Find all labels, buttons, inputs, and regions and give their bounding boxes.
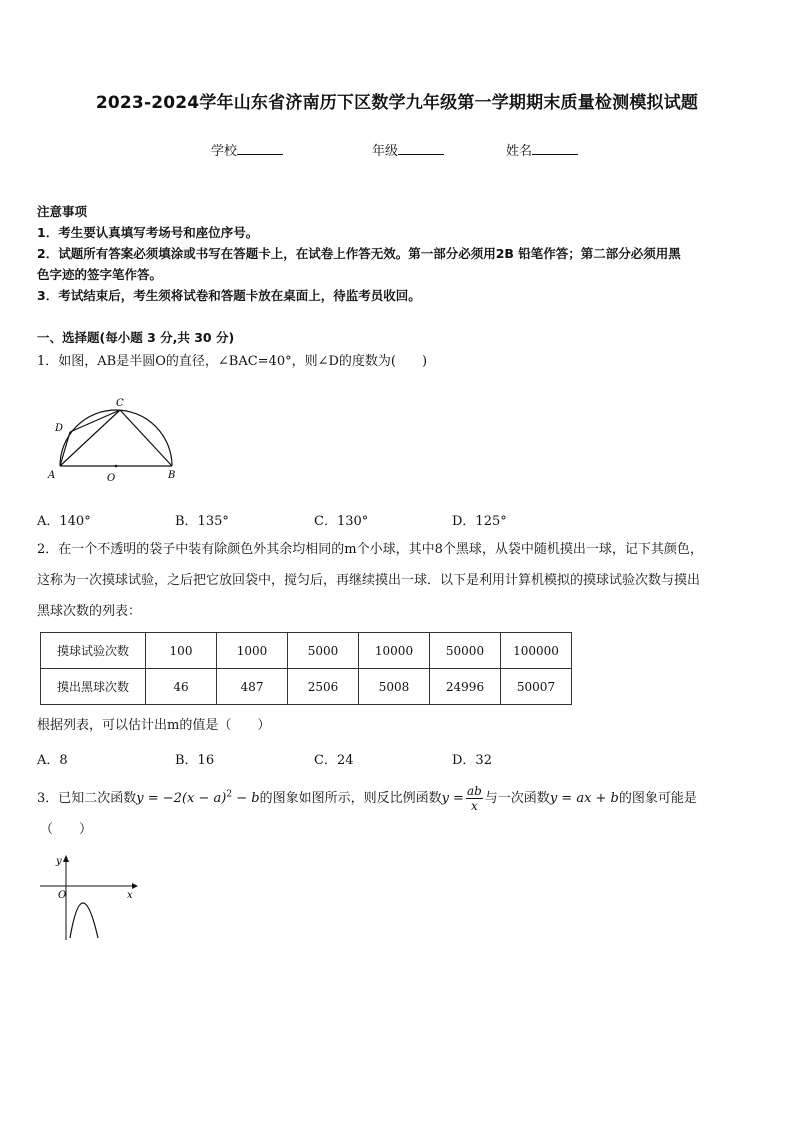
q1-option-b[interactable]: B．135°	[175, 514, 229, 529]
table-row-header: 摸出黑球次数	[41, 669, 146, 705]
q3-mid2: 与一次函数	[484, 791, 550, 806]
q1-semicircle-figure	[40, 390, 190, 485]
school-label: 学校	[211, 144, 238, 159]
label-o: O	[107, 473, 116, 484]
q2-data-table	[40, 632, 572, 705]
q3-fraction	[466, 784, 483, 813]
table-row-header: 摸球试验次数	[41, 633, 146, 669]
label-c: C	[116, 398, 124, 409]
name-field[interactable]	[506, 140, 578, 159]
table-cell: 487	[217, 669, 288, 705]
q3-text	[37, 784, 697, 813]
school-field[interactable]	[211, 140, 283, 159]
q2-option-c[interactable]: C．24	[314, 753, 354, 768]
table-cell: 5000	[288, 633, 359, 669]
q3-frac-den: x	[470, 799, 478, 813]
q2-option-d[interactable]: D．32	[452, 753, 492, 768]
q2-line-1: 2．在一个不透明的袋子中装有除颜色外其余均相同的m个小球，其中8个黑球，从袋中随机摸出一球，记下其颜色，	[37, 542, 703, 557]
parabola-curve	[70, 903, 98, 938]
note-item-3: 3．考试结束后，考生须将试卷和答题卡放在桌面上，待监考员收回。	[37, 288, 421, 303]
q3-parabola-figure	[36, 850, 140, 942]
label-x: x	[127, 890, 133, 901]
table-row	[41, 633, 572, 669]
x-axis-arrow	[132, 883, 138, 889]
label-a: A	[48, 470, 56, 481]
name-label: 姓名	[506, 144, 533, 159]
chord-ac	[60, 410, 120, 466]
note-item-2-cont: 色字迹的签字笔作答。	[37, 267, 163, 282]
label-y: y	[56, 856, 62, 867]
school-blank[interactable]	[237, 142, 283, 155]
q3-linear: y = ax + b	[549, 791, 619, 806]
q2-line-3: 黑球次数的列表：	[37, 604, 142, 619]
table-cell: 2506	[288, 669, 359, 705]
label-d: D	[55, 423, 64, 434]
table-row	[41, 669, 572, 705]
q3-exponent: 2	[226, 789, 233, 800]
q2-option-b[interactable]: B．16	[175, 753, 215, 768]
q3-prefix: 3．已知二次函数	[37, 791, 137, 806]
q2-question: 根据列表，可以估计出m的值是（ ）	[37, 718, 271, 733]
table-cell: 50007	[501, 669, 572, 705]
center-point	[115, 465, 118, 468]
q1-option-d[interactable]: D．125°	[452, 514, 507, 529]
table-cell: 50000	[430, 633, 501, 669]
q3-suffix: 的图象可能是	[618, 791, 697, 806]
notes-heading: 注意事项	[37, 204, 88, 219]
q1-text: 1．如图，AB是半圆O的直径，∠BAC=40°，则∠D的度数为( )	[37, 354, 428, 369]
grade-label: 年级	[372, 144, 399, 159]
note-item-2: 2．试题所有答案必须填涂或书写在答题卡上，在试卷上作答无效。第一部分必须用2B 铅笔作答；第二部分必须用黑	[37, 246, 681, 261]
name-blank[interactable]	[532, 142, 578, 155]
table-cell: 46	[146, 669, 217, 705]
label-b: B	[168, 470, 176, 481]
table-cell: 5008	[359, 669, 430, 705]
q3-quadratic: y = −2(x − a)	[136, 791, 227, 806]
q3-mid: 的图象如图所示，则反比例函数	[259, 791, 442, 806]
section-heading: 一、选择题(每小题 3 分,共 30 分)	[37, 330, 235, 345]
q1-option-a[interactable]: A．140°	[37, 514, 91, 529]
note-item-1: 1．考生要认真填写考场号和座位序号。	[37, 225, 259, 240]
table-cell: 24996	[430, 669, 501, 705]
q3-frac-num: ab	[466, 784, 482, 798]
q3-quadratic-tail: − b	[232, 791, 260, 806]
semicircle-arc	[60, 410, 172, 466]
table-cell: 10000	[359, 633, 430, 669]
q2-line-2: 这称为一次摸球试验，之后把它放回袋中，搅匀后，再继续摸出一球．以下是利用计算机模拟的摸球试验次数与摸出	[37, 573, 701, 588]
table-cell: 1000	[217, 633, 288, 669]
y-axis-arrow	[63, 855, 69, 862]
label-origin: O	[58, 890, 67, 901]
grade-field[interactable]	[372, 140, 444, 159]
q1-option-c[interactable]: C．130°	[314, 514, 369, 529]
q2-option-a[interactable]: A．8	[37, 753, 68, 768]
q3-frac-y: y =	[441, 791, 464, 806]
q3-paren: （ ）	[40, 822, 93, 837]
grade-blank[interactable]	[398, 142, 444, 155]
table-cell: 100	[146, 633, 217, 669]
table-cell: 100000	[501, 633, 572, 669]
page-title: 2023-2024学年山东省济南历下区数学九年级第一学期期末质量检测模拟试题	[95, 93, 699, 113]
